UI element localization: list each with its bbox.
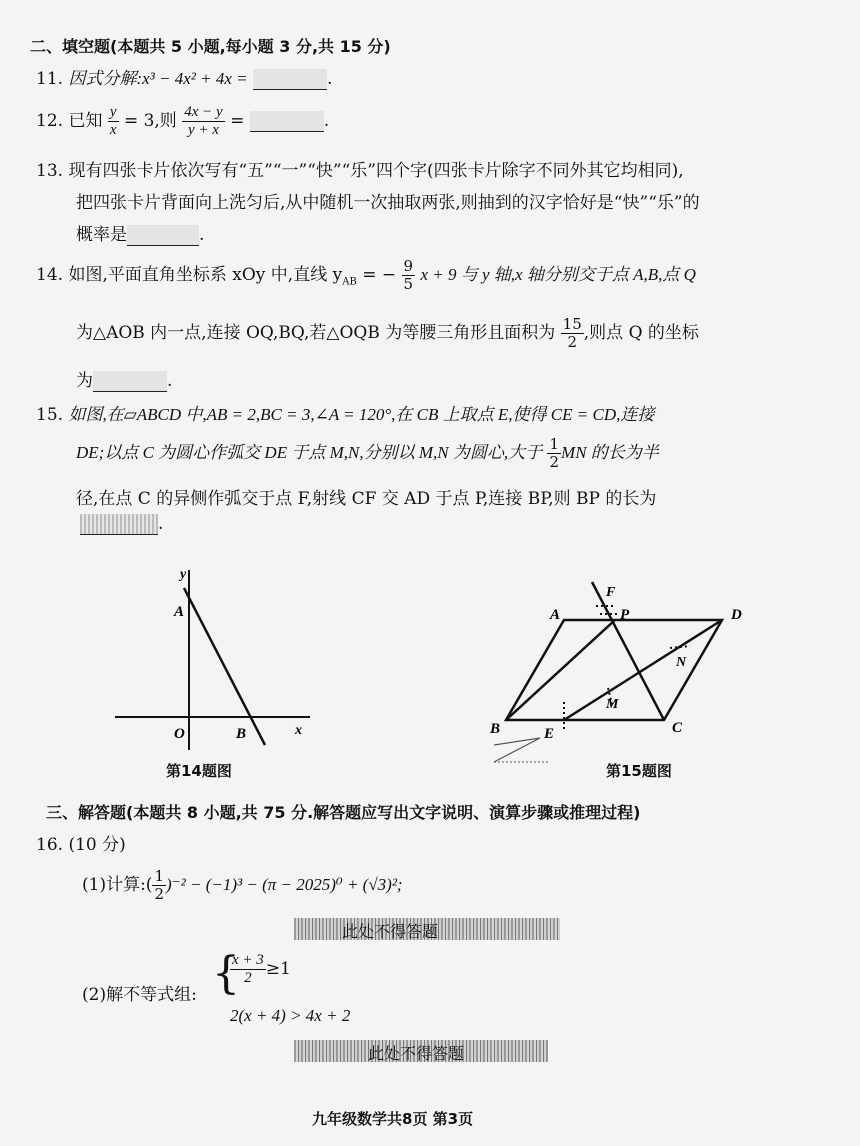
question-text: 如图,平面直角坐标系 xOy 中,直线 y	[68, 265, 343, 285]
point-n-label: N	[676, 655, 687, 670]
fraction-expression	[182, 104, 224, 139]
period: .	[158, 514, 164, 534]
point-m-label: M	[606, 697, 619, 712]
denominator: 2	[549, 453, 560, 471]
system-brace: {	[212, 948, 240, 999]
numerator: 4x − y	[184, 104, 223, 120]
answer-blank[interactable]	[253, 69, 327, 90]
answer-blank[interactable]	[250, 111, 324, 132]
question-number: 13.	[36, 161, 64, 181]
question-text: 现有四张卡片依次写有“五”“一”“快”“乐”四个字(四张卡片除字不同外其它均相同),	[68, 161, 684, 181]
answer-blank[interactable]	[93, 371, 167, 392]
question-number: 11.	[36, 69, 64, 89]
numerator: y	[109, 104, 117, 120]
segment-bp	[506, 620, 615, 720]
question-text: 概率是	[76, 225, 127, 245]
question-text-prefix: 已知	[68, 111, 103, 131]
question-text: ,则点 Q 的坐标	[583, 323, 699, 343]
ray-cf	[592, 582, 664, 720]
point-p-label: P	[620, 607, 630, 623]
question-number: 12.	[36, 111, 64, 131]
question-13-line-3	[76, 220, 204, 246]
question-text: 因式分解:x³ − 4x² + 4x =	[68, 69, 248, 88]
question-16-part-2-label: (2)解不等式组:	[82, 985, 197, 1005]
section-heading-answer: 三、解答题(本题共 8 小题,共 75 分.解答题应写出文字说明、演算步骤或推理过程)	[46, 803, 641, 822]
question-text-mid: = 3,则	[123, 111, 177, 131]
question-16-part-1	[82, 868, 403, 903]
question-text: DE;以点 C 为圆心作弧交 DE 于点 M,N,分别以 M,N 为圆心,大于	[76, 443, 543, 462]
question-number: 14.	[36, 265, 64, 285]
equals-sign: =	[230, 111, 245, 131]
question-14-line-2	[76, 316, 699, 351]
page-footer: 九年级数学共8页 第3页	[312, 1110, 474, 1128]
answer-blank[interactable]	[127, 225, 199, 246]
question-text: 如图,在▱ABCD 中,AB = 2,BC = 3,∠A = 120°,在 CB 上取点 E,使得 CE = CD,连接	[68, 405, 655, 424]
fraction-inequality	[230, 952, 266, 987]
question-text: (1)计算:(	[82, 875, 153, 895]
figure-14	[110, 560, 320, 760]
denominator: 5	[403, 275, 414, 293]
question-14-line-3	[76, 366, 172, 392]
question-12	[36, 104, 329, 139]
figure-14-caption: 第14题图	[166, 762, 232, 780]
question-number: 16.	[36, 835, 64, 855]
fraction-y-over-x	[108, 104, 119, 139]
point-f-label: F	[606, 585, 616, 600]
question-text: )⁻² − (−1)³ − (π − 2025)⁰ + (√3)²;	[166, 875, 403, 894]
numerator: x + 3	[232, 952, 264, 968]
question-13-line-2: 把四张卡片背面向上洗匀后,从中随机一次抽取两张,则抽到的汉字恰好是“快”“乐”的	[76, 193, 700, 213]
no-answer-zone-1	[294, 918, 560, 940]
question-number: 15.	[36, 405, 64, 425]
denominator: 2	[154, 885, 164, 903]
no-answer-zone-2	[294, 1040, 548, 1062]
fraction-one-half	[547, 436, 561, 471]
denominator: 2	[567, 333, 577, 351]
denominator: y + x	[187, 122, 219, 138]
question-15-line-1	[36, 400, 654, 425]
figure-15	[480, 570, 780, 770]
question-text: x + 9 与 y 轴,x 轴分别交于点 A,B,点 Q	[420, 265, 696, 284]
y-axis-label: y	[180, 567, 187, 582]
inequality-rhs: ≥1	[265, 959, 291, 979]
scribble-mark	[494, 738, 540, 762]
period: .	[323, 111, 330, 131]
inequality-2: 2(x + 4) > 4x + 2	[230, 1006, 351, 1025]
point-a-label: A	[550, 607, 561, 623]
question-score: (10 分)	[68, 835, 126, 855]
question-16-header	[36, 830, 126, 855]
figure-15-caption: 第15题图	[606, 762, 672, 780]
point-c-label: C	[672, 720, 683, 736]
question-text: = −	[362, 265, 397, 285]
question-text: 为△AOB 内一点,连接 OQ,BQ,若△OQB 为等腰三角形且面积为	[76, 323, 556, 343]
numerator: 1	[154, 867, 164, 885]
answer-blank[interactable]	[80, 514, 158, 535]
x-axis-label: x	[295, 723, 302, 738]
question-15-line-2	[76, 436, 659, 471]
numerator: 9	[403, 257, 414, 275]
point-b-label: B	[236, 726, 247, 742]
fraction-one-half	[152, 868, 166, 903]
period: .	[167, 371, 173, 391]
question-15-line-3: 径,在点 C 的异侧作弧交于点 F,射线 CF 交 AD 于点 P,连接 BP,则 BP 的长为	[76, 489, 657, 509]
fraction-nine-fifths	[402, 258, 416, 293]
segment-de	[564, 620, 722, 720]
question-13-line-1	[36, 156, 684, 181]
question-text: 为	[76, 371, 93, 391]
period: .	[199, 225, 205, 245]
period: .	[327, 69, 333, 89]
point-e-label: E	[544, 726, 555, 742]
inequality-1	[230, 952, 291, 987]
point-a-label: A	[174, 604, 185, 620]
numerator: 1	[549, 435, 560, 453]
denominator: 2	[244, 970, 252, 986]
no-answer-label: 此处不得答题	[368, 1044, 465, 1063]
numerator: 15	[562, 315, 582, 333]
question-text: MN 的长为半	[561, 443, 659, 462]
fraction-fifteen-halves	[561, 316, 584, 351]
section-heading-fill-blank: 二、填空题(本题共 5 小题,每小题 3 分,共 15 分)	[30, 37, 391, 56]
subscript: AB	[342, 276, 357, 288]
question-15-line-4	[80, 514, 163, 535]
question-14-line-1	[36, 258, 696, 293]
no-answer-label: 此处不得答题	[342, 922, 439, 941]
point-b-label: B	[490, 721, 501, 737]
origin-label: O	[174, 726, 185, 742]
question-11	[36, 64, 332, 90]
point-d-label: D	[731, 607, 742, 623]
denominator: x	[109, 122, 117, 138]
line-ab	[184, 588, 265, 745]
